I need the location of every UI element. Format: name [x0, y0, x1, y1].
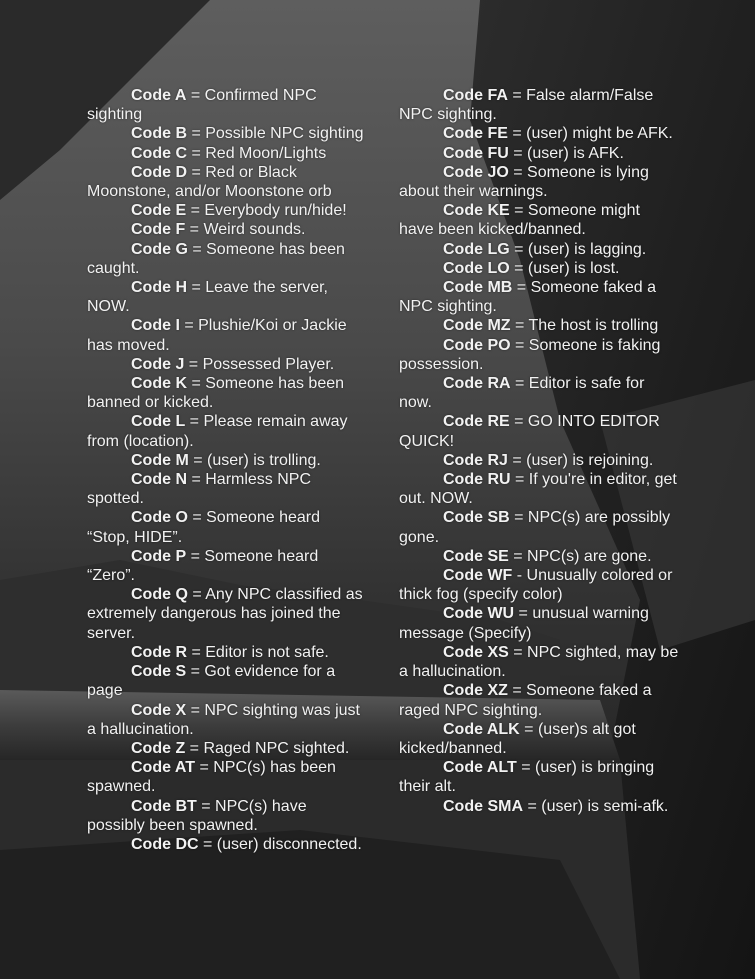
- code-label: Code LO: [443, 259, 510, 277]
- code-entry: [399, 163, 679, 201]
- code-label: Code N: [131, 471, 187, 489]
- code-meaning: = Someone is lying about their warnings.: [399, 163, 649, 201]
- code-label: Code FA: [443, 87, 508, 104]
- code-label: Code XZ: [443, 682, 508, 700]
- code-meaning: = Plushie/Koi or Jackie has moved.: [87, 317, 347, 354]
- code-label: Code Z: [131, 739, 186, 757]
- code-meaning: = (user) is rejoining.: [507, 451, 654, 469]
- code-label: Code K: [131, 375, 187, 393]
- code-meaning: = Editor is safe for now.: [399, 375, 645, 412]
- code-meaning: = Any NPC classified as extremely dangerous has joined the server.: [87, 586, 363, 642]
- code-entry: [399, 470, 679, 508]
- code-meaning: = NPC(s) are possibly gone.: [399, 509, 671, 546]
- code-entry: [399, 797, 679, 816]
- code-entry: [399, 451, 679, 470]
- code-label: Code SE: [443, 547, 509, 565]
- code-meaning: = Weird sounds.: [185, 221, 306, 239]
- code-label: Code A: [131, 87, 187, 104]
- code-label: Code F: [131, 221, 186, 239]
- code-entry: [399, 374, 679, 412]
- code-entry: [87, 220, 367, 239]
- code-label: Code H: [131, 279, 187, 297]
- code-entry: [87, 835, 367, 854]
- code-entry: [87, 547, 367, 585]
- code-label: Code P: [131, 547, 187, 565]
- code-entry: [87, 451, 367, 470]
- code-label: Code S: [131, 663, 187, 681]
- code-entry: [399, 124, 679, 143]
- code-entry: [87, 585, 367, 643]
- code-entry: [87, 240, 367, 278]
- code-label: Code SMA: [443, 797, 523, 815]
- code-label: Code ALT: [443, 759, 517, 777]
- code-entry: [87, 662, 367, 700]
- code-meaning: = Please remain away from (location).: [87, 413, 348, 450]
- code-label: Code RU: [443, 471, 511, 489]
- code-label: Code M: [131, 451, 189, 469]
- code-label: Code FE: [443, 125, 508, 143]
- code-meaning: = Someone is faking possession.: [399, 336, 661, 373]
- code-entry: [399, 720, 679, 758]
- code-meaning: = Got evidence for a page: [87, 663, 336, 700]
- code-entry: [399, 240, 679, 259]
- code-entry: [399, 278, 679, 316]
- code-meaning: = (user) is trolling.: [188, 451, 321, 469]
- code-entry: [87, 355, 367, 374]
- code-entry: [87, 144, 367, 163]
- code-label: Code RJ: [443, 451, 508, 469]
- code-entry: [399, 643, 679, 681]
- code-entry: [87, 643, 367, 662]
- code-entry: [87, 374, 367, 412]
- code-label: Code BT: [131, 797, 197, 815]
- code-label: Code B: [131, 125, 187, 143]
- code-meaning: = Everybody run/hide!: [186, 202, 347, 220]
- code-label: Code J: [131, 355, 185, 373]
- code-entry: [87, 163, 367, 201]
- code-meaning: = NPC(s) are gone.: [508, 547, 652, 565]
- code-meaning: = (user) is lost.: [509, 259, 620, 277]
- code-label: Code RE: [443, 413, 510, 431]
- code-label: Code LG: [443, 240, 510, 258]
- code-entry: [399, 681, 679, 719]
- code-entry: [87, 758, 367, 796]
- code-label: Code XS: [443, 643, 509, 661]
- code-meaning: = Someone faked a raged NPC sighting.: [399, 682, 652, 719]
- code-label: Code Q: [131, 586, 188, 604]
- code-label: Code MB: [443, 279, 513, 297]
- code-entry: [87, 86, 367, 124]
- code-meaning: = Someone has been banned or kicked.: [87, 375, 345, 412]
- code-label: Code PO: [443, 336, 511, 354]
- code-meaning: = Raged NPC sighted.: [185, 739, 350, 757]
- code-meaning: = False alarm/False NPC sighting.: [399, 87, 654, 124]
- code-label: Code D: [131, 163, 187, 181]
- code-label: Code L: [131, 413, 186, 431]
- code-entry: [87, 797, 367, 835]
- code-entry: [399, 566, 679, 604]
- code-entry: [87, 701, 367, 739]
- code-entry: [399, 412, 679, 450]
- code-meaning: = Editor is not safe.: [187, 643, 329, 661]
- code-label: Code I: [131, 317, 180, 335]
- code-meaning: = (user) is semi-afk.: [523, 797, 669, 815]
- code-entry: [87, 201, 367, 220]
- code-label: Code ALK: [443, 720, 520, 738]
- code-entry: [87, 470, 367, 508]
- code-entry: [87, 124, 367, 143]
- code-meaning: = Someone faked a NPC sighting.: [399, 279, 656, 316]
- code-label: Code SB: [443, 509, 510, 527]
- code-meaning: = Possible NPC sighting: [187, 125, 364, 143]
- code-meaning: = (user) is bringing their alt.: [399, 759, 655, 796]
- code-entry: [87, 739, 367, 758]
- code-meaning: = (user) is AFK.: [508, 144, 624, 162]
- code-label: Code AT: [131, 759, 195, 777]
- code-meaning: = The host is trolling: [510, 317, 659, 335]
- code-entry: [87, 316, 367, 354]
- code-meaning: - Unusually colored or thick fog (specify color): [399, 567, 673, 604]
- code-label: Code WU: [443, 605, 515, 623]
- code-meaning: = Harmless NPC spotted.: [87, 471, 312, 508]
- code-meaning: = unusual warning message (Specify): [399, 605, 649, 642]
- code-meaning: = Leave the server, NOW.: [87, 279, 328, 316]
- code-label: Code O: [131, 509, 188, 527]
- code-entry: [399, 508, 679, 546]
- code-label: Code MZ: [443, 317, 511, 335]
- code-meaning: = (user) disconnected.: [198, 835, 362, 853]
- code-meaning: = (user)s alt got kicked/banned.: [399, 720, 636, 757]
- code-label: Code G: [131, 240, 188, 258]
- code-meaning: = Someone heard “Zero”.: [87, 547, 319, 585]
- code-entry: [87, 278, 367, 316]
- code-entry: [399, 316, 679, 335]
- code-meaning: = If you're in editor, get out. NOW.: [399, 471, 677, 508]
- right-column: [399, 86, 679, 816]
- code-meaning: = Confirmed NPC sighting: [87, 87, 317, 124]
- code-label: Code X: [131, 701, 187, 719]
- code-entry: [399, 259, 679, 278]
- code-entry: [87, 508, 367, 546]
- code-label: Code C: [131, 144, 187, 162]
- code-entry: [399, 336, 679, 374]
- code-entry: [399, 547, 679, 566]
- code-label: Code FU: [443, 144, 509, 162]
- code-label: Code KE: [443, 202, 510, 220]
- code-label: Code WF: [443, 567, 513, 585]
- code-meaning: = NPC(s) have possibly been spawned.: [87, 797, 307, 834]
- code-meaning: = (user) might be AFK.: [507, 125, 673, 143]
- code-label: Code RA: [443, 375, 511, 393]
- code-entry: [399, 201, 679, 239]
- code-label: Code R: [131, 643, 187, 661]
- code-meaning: = Red Moon/Lights: [187, 144, 327, 162]
- code-label: Code JO: [443, 163, 509, 181]
- code-entry: [399, 144, 679, 163]
- code-meaning: = Red or Black Moonstone, and/or Moonstone orb: [87, 163, 332, 201]
- code-label: Code DC: [131, 835, 199, 853]
- code-entry: [399, 86, 679, 124]
- code-meaning: = NPC(s) has been spawned.: [87, 759, 336, 796]
- code-meaning: = (user) is lagging.: [509, 240, 647, 258]
- code-entry: [399, 758, 679, 796]
- code-meaning: = Someone has been caught.: [87, 240, 345, 277]
- code-label: Code E: [131, 202, 187, 220]
- left-column: [87, 86, 367, 854]
- code-meaning: = NPC sighting was just a hallucination.: [87, 701, 360, 738]
- code-meaning: = Possessed Player.: [184, 355, 335, 373]
- code-entry: [399, 604, 679, 642]
- code-meaning: = Someone heard “Stop, HIDE”.: [87, 509, 320, 546]
- code-meaning: = GO INTO EDITOR QUICK!: [399, 413, 660, 450]
- code-entry: [87, 412, 367, 450]
- code-meaning: = NPC sighted, may be a hallucination.: [399, 643, 679, 681]
- code-meaning: = Someone might have been kicked/banned.: [399, 202, 640, 239]
